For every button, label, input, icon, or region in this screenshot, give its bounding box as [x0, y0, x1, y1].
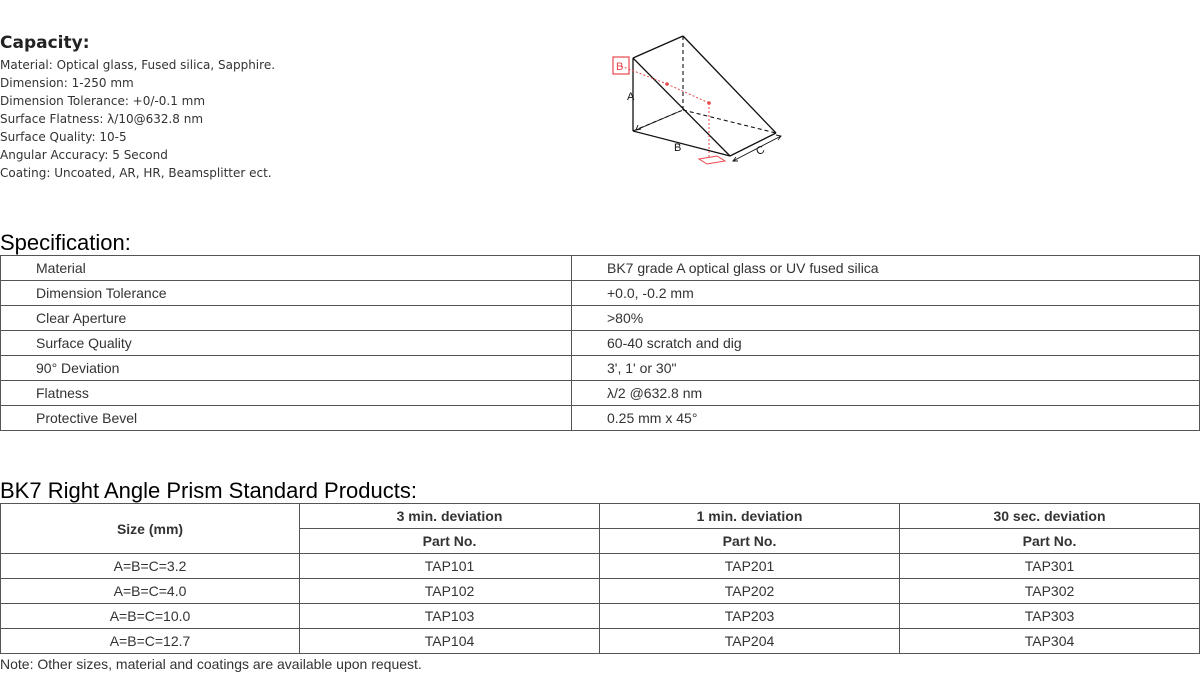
products-table [0, 503, 1200, 654]
spec-value: BK7 grade A optical glass or UV fused silica [572, 256, 1200, 281]
part-cell: TAP104 [300, 629, 600, 654]
beam-entry-point [665, 82, 669, 86]
part-cell: TAP103 [300, 604, 600, 629]
table-row [1, 629, 1200, 654]
spec-value: >80% [572, 306, 1200, 331]
spec-key: Clear Aperture [1, 306, 572, 331]
label-a: A [627, 91, 635, 103]
capacity-dimension: Dimension: 1-250 mm [0, 76, 134, 90]
capacity-dimension-tolerance: Dimension Tolerance: +0/-0.1 mm [0, 94, 206, 108]
group-header-1-min: 1 min. deviation [600, 504, 900, 529]
products-title: BK7 Right Angle Prism Standard Products: [0, 478, 417, 503]
spec-value: 0.25 mm x 45° [572, 406, 1200, 431]
part-no-header: Part No. [900, 529, 1200, 554]
table-row [1, 306, 1200, 331]
specification-title: Specification: [0, 230, 131, 255]
prism-outline [633, 36, 776, 159]
spec-value: 60-40 scratch and dig [572, 331, 1200, 356]
size-cell: A=B=C=12.7 [1, 629, 300, 654]
spec-key: Dimension Tolerance [1, 281, 572, 306]
capacity-title: Capacity: [0, 33, 90, 53]
size-cell: A=B=C=4.0 [1, 579, 300, 604]
table-row [1, 381, 1200, 406]
beam-output-marker [699, 156, 725, 164]
capacity-coating: Coating: Uncoated, AR, HR, Beamsplitter ect. [0, 166, 272, 180]
beam-reflection-point [707, 101, 711, 105]
part-cell: TAP303 [900, 604, 1200, 629]
part-no-header: Part No. [600, 529, 900, 554]
availability-note: Note: Other sizes, material and coatings are available upon request. [0, 656, 422, 672]
label-beam-input: B [616, 61, 624, 73]
part-cell: TAP204 [600, 629, 900, 654]
spec-key: 90° Deviation [1, 356, 572, 381]
spec-value: +0.0, -0.2 mm [572, 281, 1200, 306]
spec-key: Material [1, 256, 572, 281]
part-cell: TAP102 [300, 579, 600, 604]
group-header-30-sec: 30 sec. deviation [900, 504, 1200, 529]
part-cell: TAP201 [600, 554, 900, 579]
size-cell: A=B=C=10.0 [1, 604, 300, 629]
size-cell: A=B=C=3.2 [1, 554, 300, 579]
part-cell: TAP304 [900, 629, 1200, 654]
table-row [1, 604, 1200, 629]
size-header: Size (mm) [1, 504, 300, 554]
table-header-row [1, 504, 1200, 529]
capacity-surface-flatness: Surface Flatness: λ/10@632.8 nm [0, 112, 204, 126]
label-b: B [674, 142, 682, 154]
capacity-material: Material: Optical glass, Fused silica, Sapphire. [0, 58, 276, 72]
spec-key: Flatness [1, 381, 572, 406]
capacity-section [0, 33, 560, 182]
table-row [1, 331, 1200, 356]
right-angle-prism-diagram [605, 28, 800, 178]
specification-table [0, 255, 1200, 431]
part-cell: TAP101 [300, 554, 600, 579]
part-cell: TAP302 [900, 579, 1200, 604]
prism-hidden-edges [633, 36, 776, 133]
group-header-3-min: 3 min. deviation [300, 504, 600, 529]
part-cell: TAP202 [600, 579, 900, 604]
spec-value: 3', 1' or 30" [572, 356, 1200, 381]
spec-key: Surface Quality [1, 331, 572, 356]
label-c: C [754, 143, 767, 159]
table-row [1, 554, 1200, 579]
table-row [1, 579, 1200, 604]
part-cell: TAP301 [900, 554, 1200, 579]
capacity-angular-accuracy: Angular Accuracy: 5 Second [0, 148, 168, 162]
table-row [1, 281, 1200, 306]
part-no-header: Part No. [300, 529, 600, 554]
table-row [1, 356, 1200, 381]
part-cell: TAP203 [600, 604, 900, 629]
spec-value: λ/2 @632.8 nm [572, 381, 1200, 406]
table-row [1, 256, 1200, 281]
spec-key: Protective Bevel [1, 406, 572, 431]
capacity-surface-quality: Surface Quality: 10-5 [0, 130, 127, 144]
table-row [1, 406, 1200, 431]
light-beam [621, 66, 709, 158]
